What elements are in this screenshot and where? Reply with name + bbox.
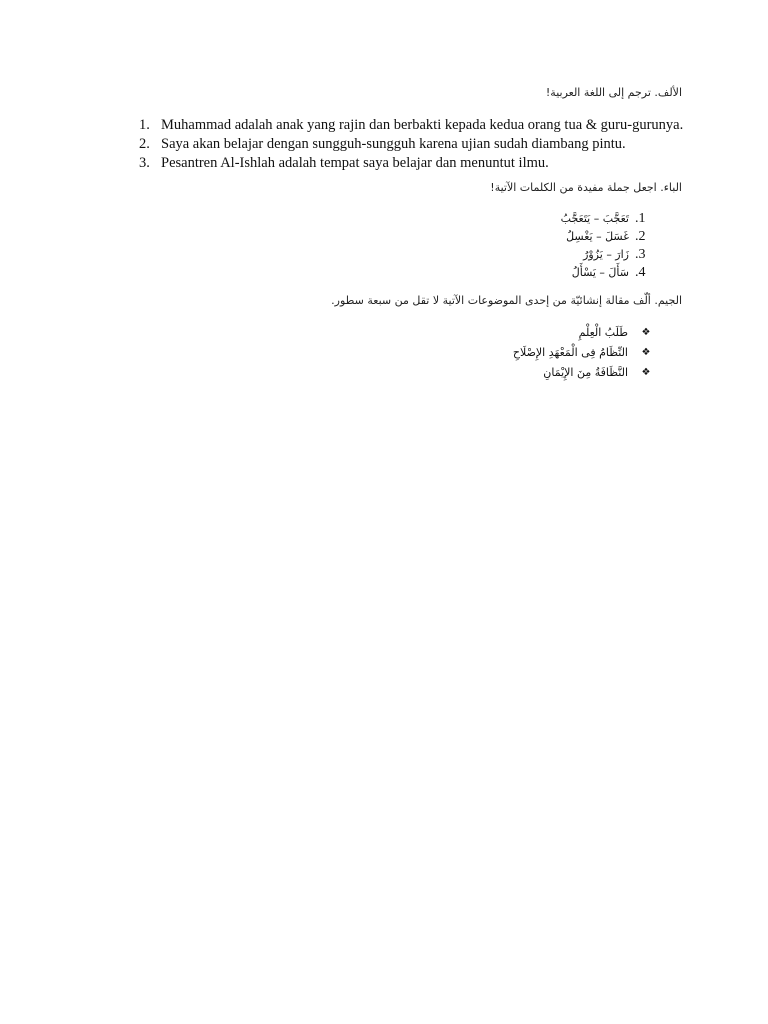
- list-item-number: .2: [635, 229, 646, 244]
- list-item: [513, 362, 652, 382]
- list-item-text: النَّظَافَةُ مِنَ الإِيْمَانِ: [543, 365, 628, 379]
- diamond-bullet-icon: ❖: [641, 366, 651, 378]
- list-item-text: زَارَ – يَزُوْرُ: [583, 248, 629, 261]
- section-c-heading: الجيم. ألّف مقالة إنشائيّة من إحدى الموضوعات الآتية لا تقل من سبعة سطور.: [331, 294, 682, 307]
- list-item-text: النِّظَامُ فِى الْمَعْهَدِ الإِصْلَاحِ: [512, 345, 628, 359]
- list-item: [513, 322, 652, 342]
- list-item-text: تَعَجَّبَ – يَتَعَجَّبُ: [560, 212, 629, 225]
- diamond-bullet-icon: ❖: [641, 346, 651, 358]
- list-item-text: Muhammad adalah anak yang rajin dan berbakti kepada kedua orang tua & guru-gurunya.: [161, 117, 684, 133]
- list-item: [561, 246, 655, 264]
- list-item-text: Pesantren Al-Ishlah adalah tempat saya belajar dan menuntut ilmu.: [161, 155, 549, 171]
- section-b-heading: الباء. اجعل جملة مفيدة من الكلمات الآتية!: [490, 181, 682, 194]
- section-a-heading: الألف. ترجم إلى اللغة العربية!: [545, 86, 682, 99]
- translation-sentence-list: [139, 116, 683, 173]
- list-item: [139, 135, 683, 154]
- list-item-text: غَسَلَ – يَغْسِلُ: [566, 230, 629, 243]
- list-item-number: .4: [635, 265, 646, 280]
- list-item: [561, 264, 655, 282]
- list-item: [139, 154, 683, 173]
- list-item-number: 2.: [139, 136, 150, 152]
- list-item-text: Saya akan belajar dengan sungguh-sungguh karena ujian sudah diambang pintu.: [161, 136, 626, 152]
- list-item-text: طَلَبُ الْعِلْمِ: [578, 325, 628, 339]
- list-item-number: 1.: [139, 117, 150, 133]
- essay-topic-list: [513, 322, 652, 382]
- list-item: [139, 116, 683, 135]
- list-item: [561, 210, 655, 228]
- list-item-text: سَأَلَ – يَسْأَلُ: [571, 266, 629, 279]
- diamond-bullet-icon: ❖: [641, 326, 651, 338]
- list-item: [513, 342, 652, 362]
- vocabulary-word-list: [561, 210, 655, 282]
- list-item-number: .3: [635, 247, 646, 262]
- list-item: [561, 228, 655, 246]
- list-item-number: 3.: [139, 155, 150, 171]
- list-item-number: .1: [635, 211, 646, 226]
